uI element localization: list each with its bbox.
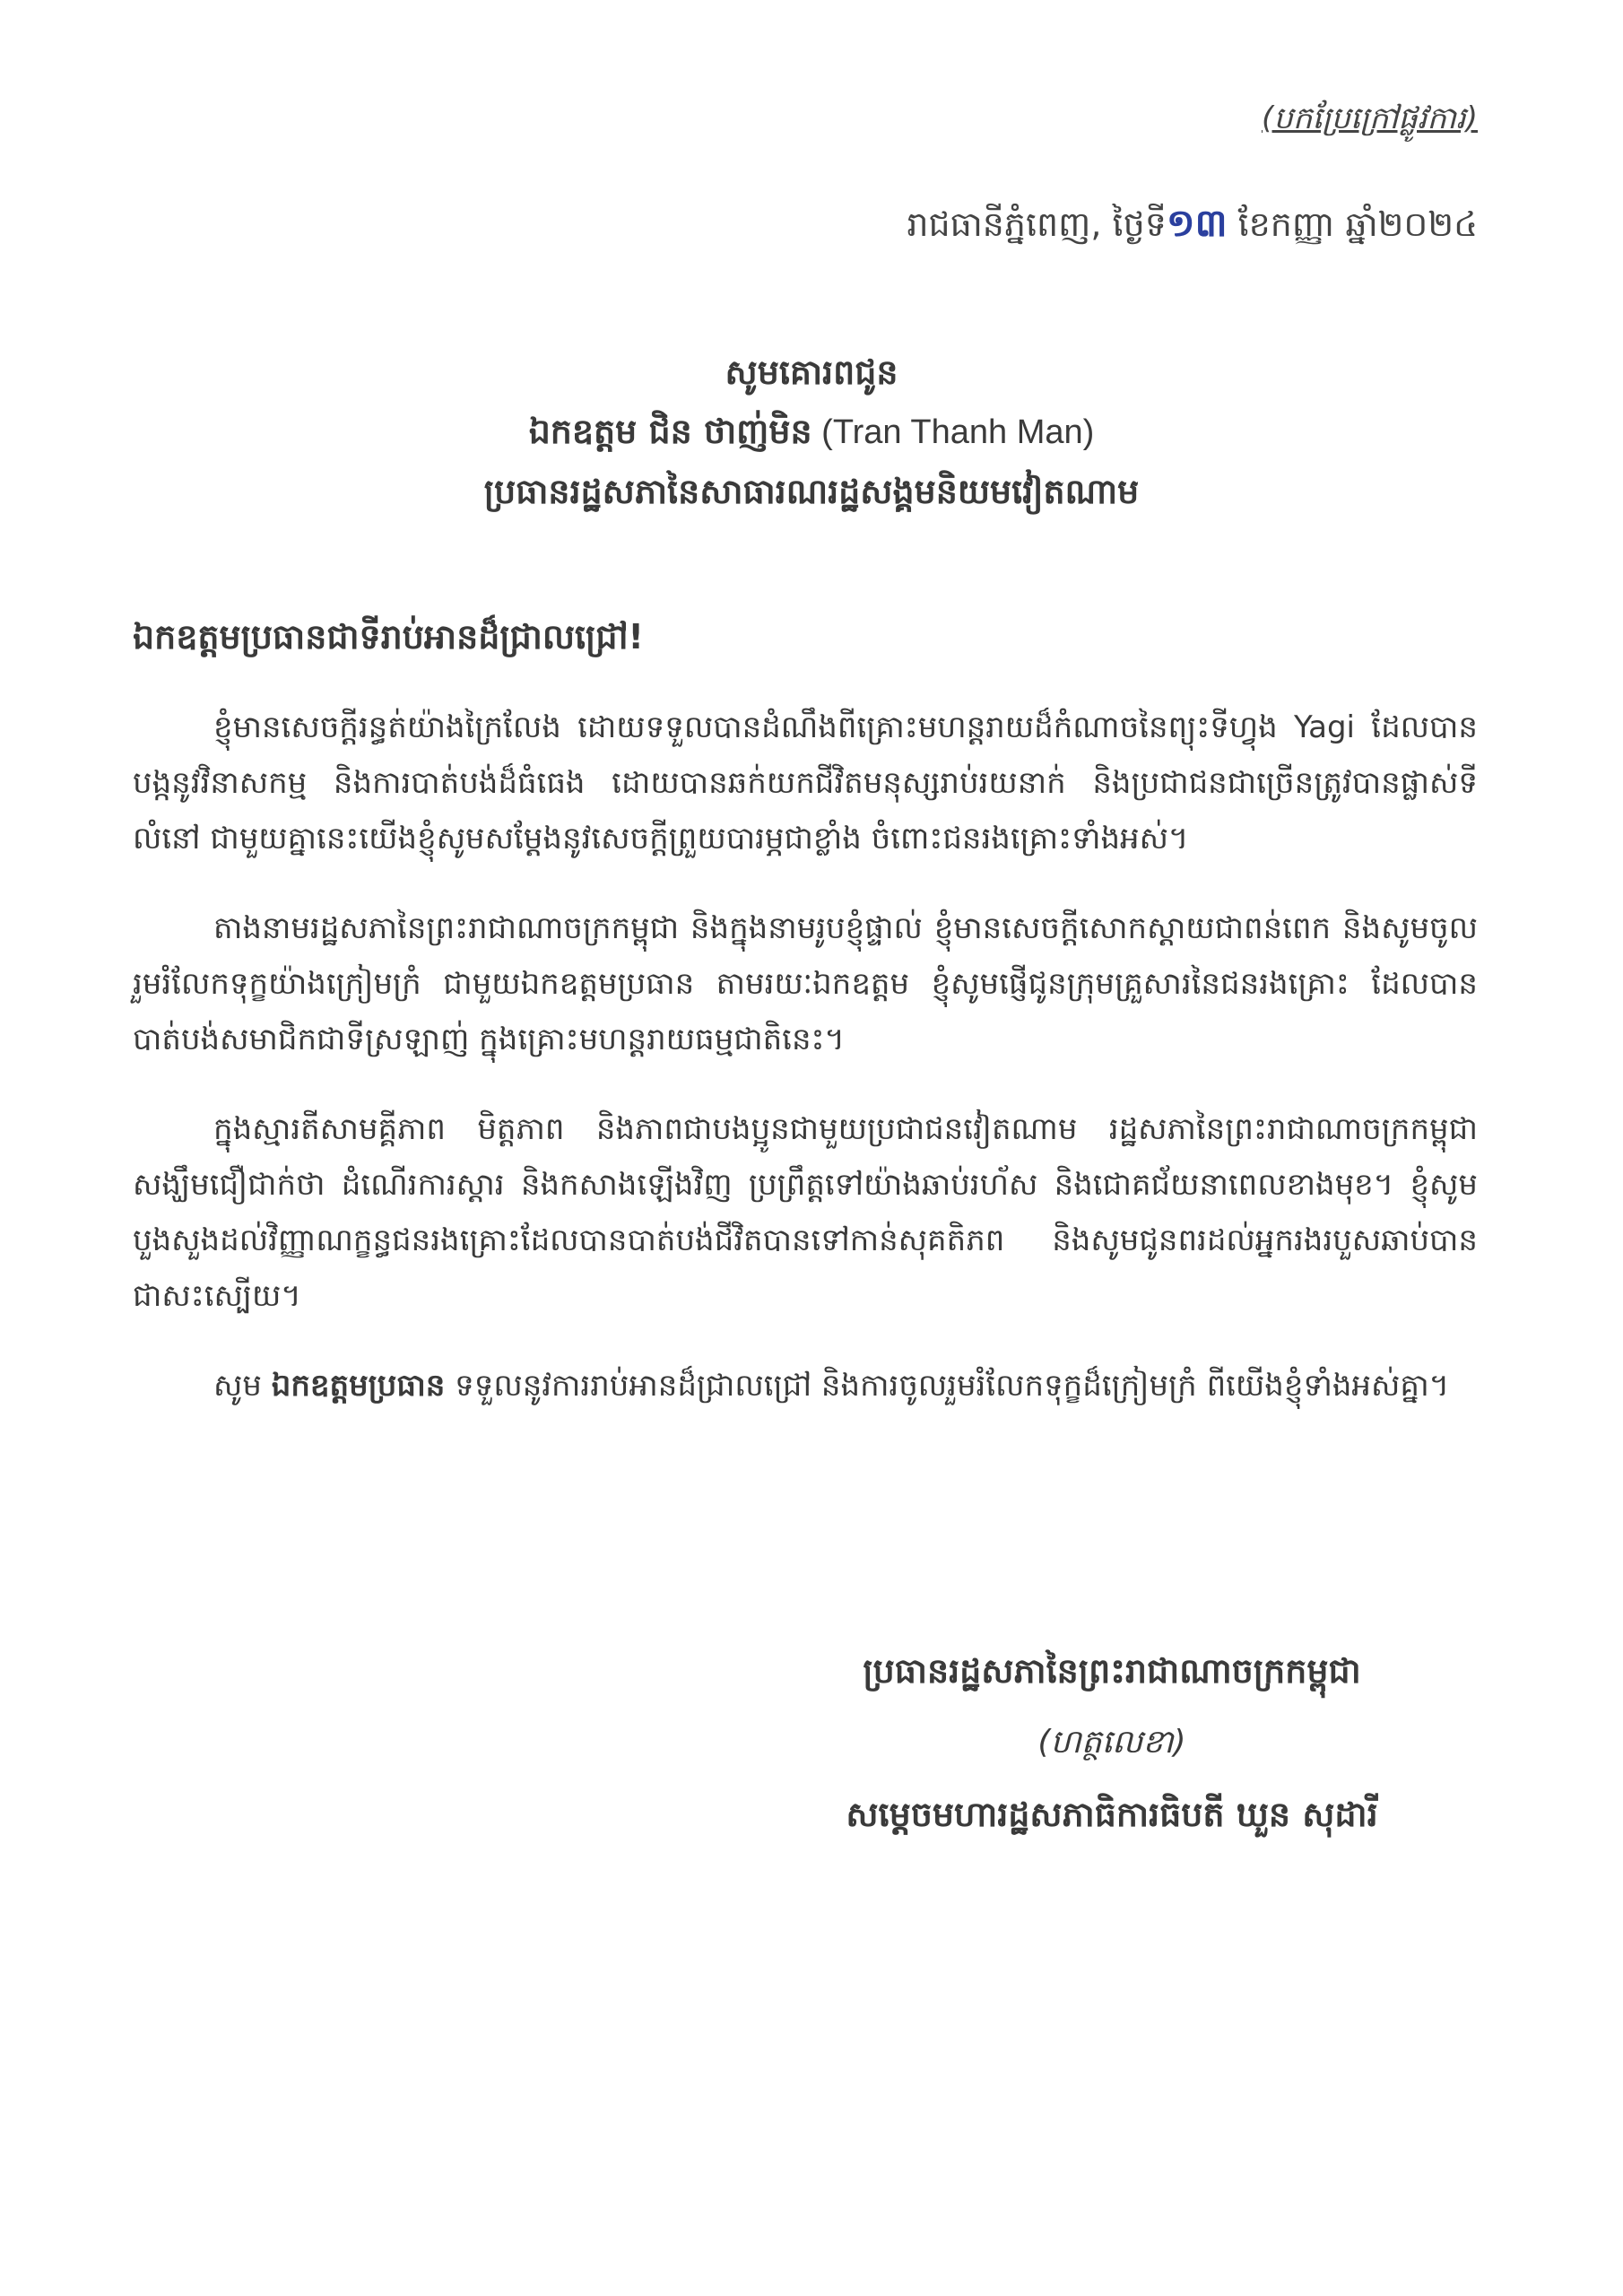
paragraph-2: តាងនាមរដ្ឋសភានៃព្រះរាជាណាចក្រកម្ពុជា និងក្នុងនាមរូបខ្ញុំផ្ទាល់ ខ្ញុំមានសេចក្តីសោកស្តាយជាពន់ពេក និងសូមចូលរួមរំលែកទុក្ខយ៉ាងក្រៀមក្រំ ជាមួយឯកឧត្តមប្រធាន តាមរយៈឯកឧត្តម ខ្ញុំសូមផ្ញើជូនក្រុមគ្រួសារនៃជនរងគ្រោះ ដែលបានបាត់បង់សមាជិកជាទីស្រឡាញ់ ក្នុងគ្រោះមហន្តរាយធម្មជាតិនេះ។ <box>133 910 1478 1057</box>
letter-body <box>133 700 1478 1448</box>
date-prefix: រាជធានីភ្នំពេញ, ថ្ងៃទី <box>907 204 1167 244</box>
paragraph-4-bold: ឯកឧត្តមប្រធាន <box>271 1368 446 1404</box>
date-line <box>907 199 1478 255</box>
signature-mark: (ហត្ថលេខា) <box>1037 1724 1186 1761</box>
translation-note: (បកប្រែក្រៅផ្លូវការ) <box>1261 100 1478 136</box>
recipient-greeting: សូមគោរពជូន <box>725 352 898 392</box>
paragraph-4 <box>133 1358 1478 1413</box>
paragraph-4-end: ទទួលនូវការរាប់អានដ៏ជ្រាលជ្រៅ និងការចូលរួមរំលែកទុក្ខដ៏ក្រៀមក្រំ ពីយើងខ្ញុំទាំងអស់គ្នា។ <box>445 1368 1450 1404</box>
date-day: ១៣ <box>1166 201 1228 245</box>
recipient-name-latin: (Tran Thanh Man) <box>812 413 1095 451</box>
signature-block <box>744 1641 1480 1844</box>
date-suffix: ខែកញ្ញា ឆ្នាំ២០២៤ <box>1227 204 1478 244</box>
paragraph-1: ខ្ញុំមានសេចក្តីរន្ធត់យ៉ាងក្រៃលែង ដោយទទួលបានដំណឹងពីគ្រោះមហន្តរាយដ៏កំណាចនៃព្យុះទីហ្វុង Yagi ដែលបានបង្កនូវវិនាសកម្ម និងការបាត់បង់ដ៏ធំធេង ដោយបានឆក់យកជីវិតមនុស្សរាប់រយនាក់ និងប្រជាជនជាច្រើនត្រូវបានផ្លាស់ទីលំនៅ ជាមួយគ្នានេះយើងខ្ញុំសូមសម្តែងនូវសេចក្តីព្រួយបារម្ភជាខ្លាំង ចំពោះជនរងគ្រោះទាំងអស់។ <box>133 709 1478 857</box>
recipient-name <box>0 402 1623 462</box>
salutation: ឯកឧត្តមប្រធានជាទីរាប់អានដ៏ជ្រាលជ្រៅ! <box>133 617 644 657</box>
recipient-title: ប្រធានរដ្ឋសភានៃសាធារណរដ្ឋសង្គមនិយមវៀតណាម <box>483 472 1140 511</box>
paragraph-4-start: សូម <box>213 1368 272 1404</box>
signature-name: សម្តេចមហារដ្ឋសភាធិការធិបតី ឃួន សុដារី <box>846 1795 1378 1834</box>
signature-title: ប្រធានរដ្ឋសភានៃព្រះរាជាណាចក្រកម្ពុជា <box>863 1651 1361 1691</box>
recipient-name-khmer: ឯកឧត្តម ជិន ថាញ់មិន <box>528 412 812 451</box>
paragraph-3: ក្នុងស្មារតីសាមគ្គីភាព មិត្តភាព និងភាពជាបងប្អូនជាមួយប្រជាជនវៀតណាម រដ្ឋសភានៃព្រះរាជាណាចក្រកម្ពុជាសង្ឃឹមជឿជាក់ថា ដំណើរការស្តារ និងកសាងឡើងវិញ ប្រព្រឹត្តទៅយ៉ាងឆាប់រហ័ស និងជោគជ័យនាពេលខាងមុខ។ ខ្ញុំសូមបួងសួងដល់វិញ្ញាណក្ខន្ធជនរងគ្រោះដែលបានបាត់បង់ជីវិតបានទៅកាន់សុគតិភព និងសូមជូនពរដល់អ្នករងរបួសឆាប់បានជាសះស្បើយ។ <box>133 1111 1478 1314</box>
recipient-block <box>0 343 1623 521</box>
